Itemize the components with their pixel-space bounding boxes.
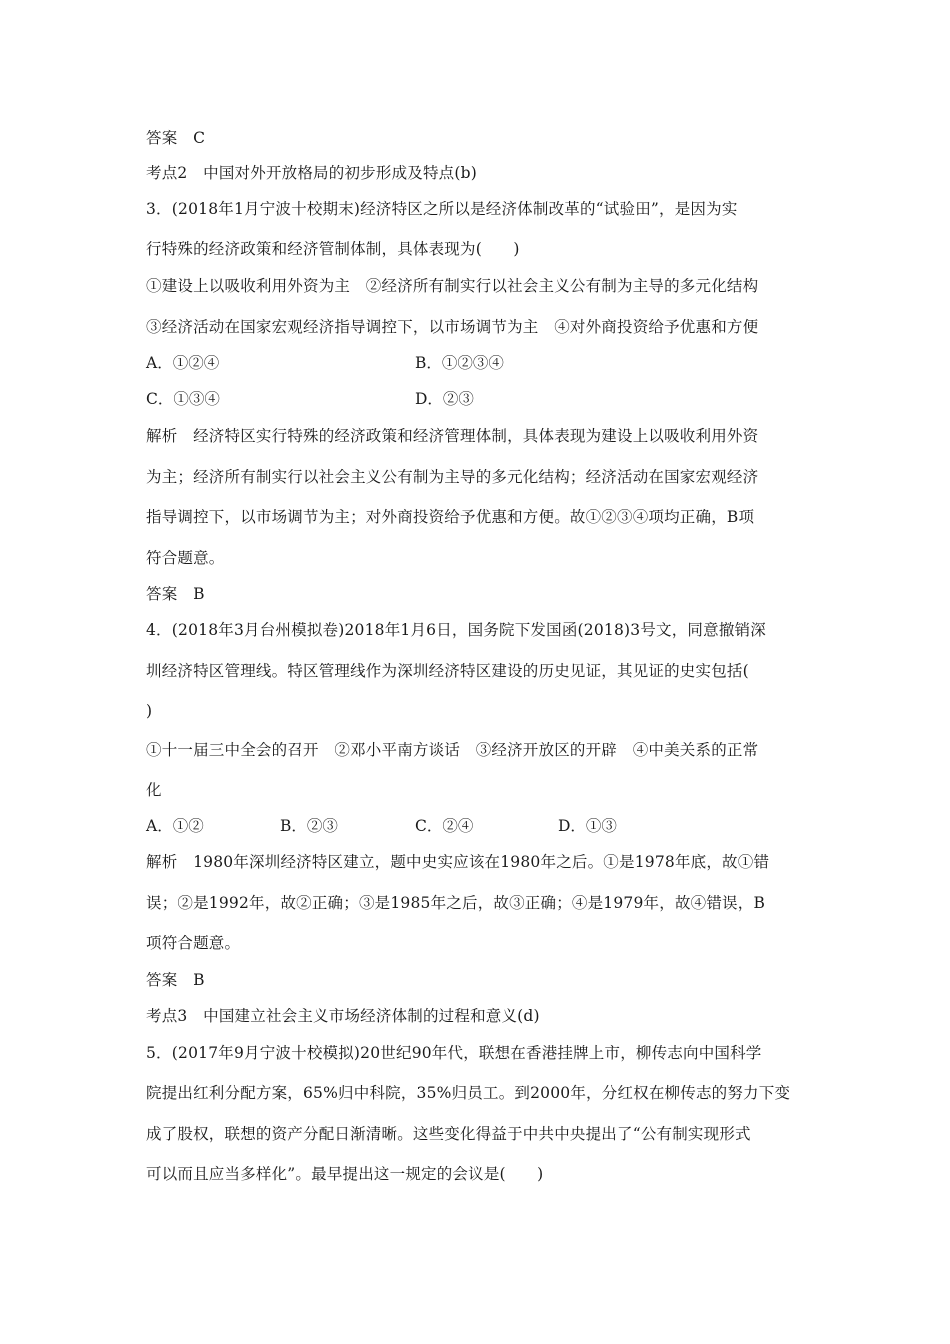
question-text: ) [146,702,153,720]
option-c: C．②④ [415,817,474,835]
explanation-text: 指导调控下，以市场调节为主；对外商投资给予优惠和方便。故①②③④项均正确，B项 [146,508,755,526]
answer-line: 答案 C [146,129,206,147]
option-a: A．①②④ [146,354,220,372]
question-text: 可以而且应当多样化”。最早提出这一规定的会议是( ) [146,1165,544,1183]
question-statement: ①十一届三中全会的召开 ②邓小平南方谈话 ③经济开放区的开辟 ④中美关系的正常 [146,741,759,759]
question-statement: 化 [146,781,162,799]
question-text: 圳经济特区管理线。特区管理线作为深圳经济特区建设的历史见证，其见证的史实包括( [146,662,749,680]
question-text: 4．(2018年3月台州模拟卷)2018年1月6日，国务院下发国函(2018)3号文，同意撤销深 [146,621,766,639]
explanation-text: 误；②是1992年，故②正确；③是1985年之后，故③正确；④是1979年，故④错误，B [146,894,766,912]
question-text: 院提出红利分配方案，65%归中科院，35%归员工。到2000年，分红权在柳传志的努力下变 [146,1084,791,1102]
explanation-text: 解析 1980年深圳经济特区建立，题中史实应该在1980年之后。①是1978年底，故①错 [146,853,770,871]
option-d: D．②③ [415,390,474,408]
question-text: 行特殊的经济政策和经济管制体制，具体表现为( ) [146,240,520,258]
option-b: B．②③ [280,817,338,835]
question-text: 成了股权，联想的资产分配日渐清晰。这些变化得益于中共中央提出了“公有制实现形式 [146,1125,751,1143]
topic-heading: 考点2 中国对外开放格局的初步形成及特点(b) [146,164,477,182]
option-a: A．①② [146,817,204,835]
option-c: C．①③④ [146,390,220,408]
question-statement: ③经济活动在国家宏观经济指导调控下，以市场调节为主 ④对外商投资给予优惠和方便 [146,318,759,336]
answer-line: 答案 B [146,971,205,989]
answer-line: 答案 B [146,585,205,603]
explanation-text: 为主；经济所有制实行以社会主义公有制为主导的多元化结构；经济活动在国家宏观经济 [146,468,759,486]
option-b: B．①②③④ [415,354,504,372]
question-statement: ①建设上以吸收利用外资为主 ②经济所有制实行以社会主义公有制为主导的多元化结构 [146,277,759,295]
explanation-text: 项符合题意。 [146,934,241,952]
question-text: 5．(2017年9月宁波十校模拟)20世纪90年代，联想在香港挂牌上市，柳传志向中国科学 [146,1044,762,1062]
explanation-text: 符合题意。 [146,549,225,567]
option-d: D．①③ [558,817,617,835]
topic-heading: 考点3 中国建立社会主义市场经济体制的过程和意义(d) [146,1007,540,1025]
explanation-text: 解析 经济特区实行特殊的经济政策和经济管理体制，具体表现为建设上以吸收利用外资 [146,427,759,445]
question-text: 3．(2018年1月宁波十校期末)经济特区之所以是经济体制改革的“试验田”，是因为实 [146,200,738,218]
